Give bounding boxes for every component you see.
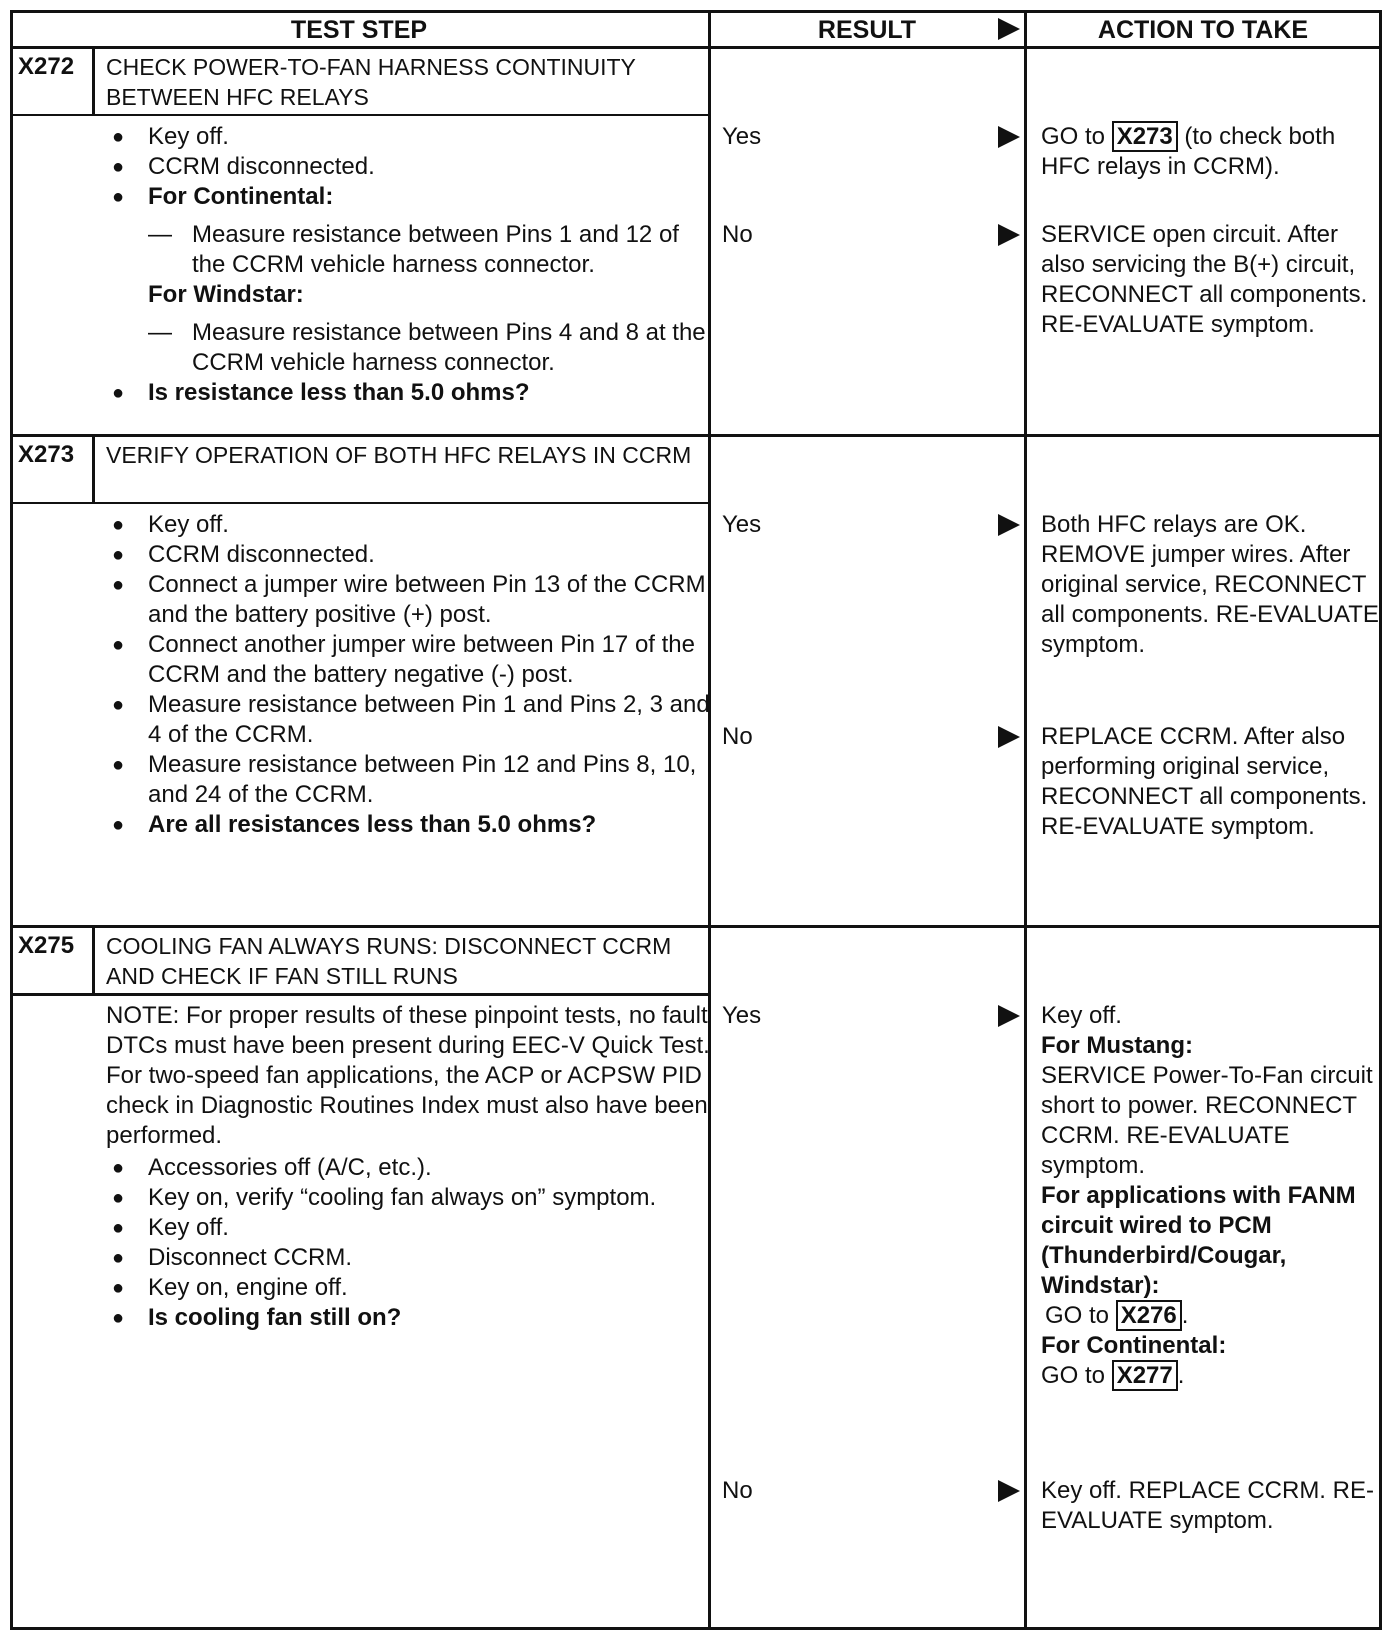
code-divider-3 [92,927,95,993]
action-text: . [1177,1362,1185,1389]
action-heading: For Mustang: [1041,1032,1193,1059]
step-title: CHECK POWER-TO-FAN HARNESS CONTINUITY BETWEEN HFC RELAYS [106,54,636,110]
step-title: COOLING FAN ALWAYS RUNS: DISCONNECT CCRM AND CHECK IF FAN STILL RUNS [106,933,672,989]
action-yes: Both HFC relays are OK. REMOVE jumper wires. After original service, RECONNECT all components. RE-EVALUATE symptom. [1041,511,1379,658]
action-text: GO to [1041,123,1112,150]
action-go-line [1041,1301,1381,1331]
step-body [106,1001,716,1333]
bullet-item: ● Key on, verify “cooling fan always on” symptom. [106,1183,716,1213]
bullet-item: ● Accessories off (A/C, etc.). [106,1153,716,1183]
bullet-item: ● Measure resistance between Pin 1 and Pins 2, 3 and 4 of the CCRM. [106,690,716,750]
step-code: X275 [18,932,75,959]
result-no: No [722,723,753,750]
action-column-divider [1024,10,1027,1630]
action-text: (to check both HFC relays in CCRM). [1041,123,1336,180]
bullet-item: ● Connect a jumper wire between Pin 13 of the CCRM and the battery positive (+) post. [106,570,716,630]
step-reference-link[interactable]: X277 [1112,1360,1178,1391]
action-text: GO to [1041,1362,1112,1389]
action-no: Key off. REPLACE CCRM. RE-EVALUATE symptom. [1041,1477,1374,1534]
arrow-icon [998,1480,1020,1502]
header-arrow-icon [998,18,1020,40]
header-result: RESULT [817,16,917,44]
note-text: NOTE: For proper results of these pinpoint tests, no fault DTCs must have been present during EEC-V Quick Test. For two-speed fan applications, the ACP or ACPSW PID check in Diagnostic Routines Index must also have been performed. [106,1002,710,1149]
action-text: . [1181,1302,1189,1329]
action-go-line [1041,1361,1381,1391]
question-item: ● Is cooling fan still on? [106,1303,716,1333]
bullet-item: ● For Continental: [106,182,716,212]
arrow-icon [998,126,1020,148]
dash-item: — Measure resistance between Pins 1 and 12 of the CCRM vehicle harness connector. [106,220,716,280]
step-reference-link[interactable]: X273 [1112,121,1178,152]
question-item: ● Are all resistances less than 5.0 ohms? [106,810,716,840]
step-body [106,510,716,840]
step-code: X273 [18,441,75,468]
code-divider-1 [92,48,95,114]
step-reference-link[interactable]: X276 [1116,1300,1182,1331]
action-text: Key off. [1041,1002,1122,1029]
diagnostic-table [10,10,1382,1630]
title-underline-3 [10,993,708,996]
action-yes [1041,1001,1381,1391]
action-heading: For applications with FANM circuit wired to PCM (Thunderbird/Cougar, Windstar): [1041,1182,1356,1299]
action-text: SERVICE Power-To-Fan circuit short to power. RECONNECT CCRM. RE-EVALUATE symptom. [1041,1062,1373,1179]
step-code: X272 [18,53,75,80]
row-divider-2 [10,925,1382,928]
left-border [10,10,13,1630]
bullet-item: ● Connect another jumper wire between Pin 17 of the CCRM and the battery negative (-) post. [106,630,716,690]
bullet-item: ● Key off. [106,510,716,540]
arrow-icon [998,1005,1020,1027]
result-yes: Yes [722,1002,762,1029]
arrow-icon [998,224,1020,246]
result-no: No [722,1477,753,1504]
bullet-item: ● Key off. [106,1213,716,1243]
bullet-item: ● CCRM disconnected. [106,152,716,182]
action-no: REPLACE CCRM. After also performing original service, RECONNECT all components. RE-EVALUATE symptom. [1041,723,1368,840]
bullet-item: ● Measure resistance between Pin 12 and Pins 8, 10, and 24 of the CCRM. [106,750,716,810]
bullet-item: ● Key on, engine off. [106,1273,716,1303]
action-no: SERVICE open circuit. After also servicing the B(+) circuit, RECONNECT all components. RE-EVALUATE symptom. [1041,221,1368,338]
arrow-icon [998,726,1020,748]
bottom-border [10,1627,1382,1630]
title-underline-1 [10,114,708,116]
step-title: VERIFY OPERATION OF BOTH HFC RELAYS IN CCRM [106,442,692,468]
result-yes: Yes [722,511,762,538]
code-divider-2 [92,436,95,502]
bullet-item: ● Disconnect CCRM. [106,1243,716,1273]
step-body [106,122,716,408]
result-no: No [722,221,753,248]
row-divider-1 [10,434,1382,437]
action-heading: For Continental: [1041,1332,1227,1359]
title-underline-2 [10,502,708,504]
bullet-item: ● Key off. [106,122,716,152]
action-yes [1041,122,1381,182]
result-yes: Yes [722,123,762,150]
header-test-step: TEST STEP [290,16,428,44]
question-item: ● Is resistance less than 5.0 ohms? [106,378,716,408]
bullet-item: ● CCRM disconnected. [106,540,716,570]
sub-heading: For Windstar: [148,281,304,308]
dash-item: — Measure resistance between Pins 4 and 8 at the CCRM vehicle harness connector. [106,318,716,378]
header-action: ACTION TO TAKE [1097,16,1309,44]
action-text: GO to [1045,1302,1116,1329]
arrow-icon [998,514,1020,536]
